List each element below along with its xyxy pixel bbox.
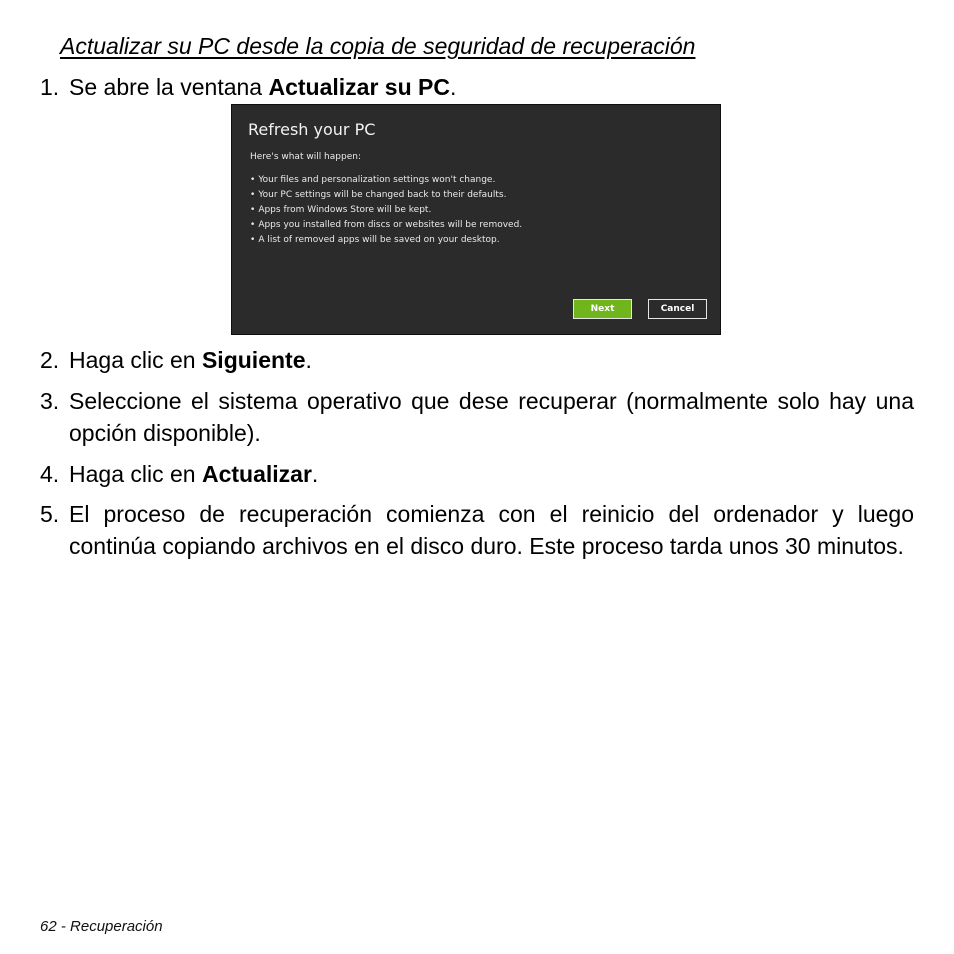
step-text-plain: Haga clic en (69, 347, 202, 373)
step-text-bold: Actualizar su PC (268, 74, 450, 100)
step-text: El proceso de recuperación comienza con el reinicio del ordenador y luego continúa copiando archivos en el disco duro. Este proceso tarda unos 30 minutos. (69, 501, 914, 559)
step-text-bold: Actualizar (201, 461, 312, 487)
step-text (69, 71, 914, 103)
dialog-list-item: • Your PC settings will be changed back to their defaults. (250, 188, 522, 203)
step-text-plain: . (311, 461, 319, 487)
step-item (40, 498, 914, 562)
page-footer: 62 - Recuperación (40, 918, 163, 935)
step-text (69, 344, 914, 376)
dialog-list-item: • Apps from Windows Store will be kept. (250, 203, 522, 218)
step-text: Seleccione el sistema operativo que dese recuperar (normalmente solo hay una opción disponible). (69, 388, 914, 446)
dialog-intro: Here's what will happen: (250, 152, 361, 162)
step-number: 5. (40, 501, 60, 527)
step-number: 3. (40, 388, 60, 414)
dialog-title: Refresh your PC (248, 120, 376, 139)
step-text-plain: Haga clic en (69, 461, 202, 487)
step-number: 2. (40, 347, 60, 373)
step-text-plain: . (449, 74, 457, 100)
step-number: 4. (40, 461, 60, 487)
dialog-list-item: • Your files and personalization settings won't change. (250, 173, 522, 188)
section-heading: Actualizar su PC desde la copia de seguridad de recuperación (60, 33, 696, 59)
step-text-plain: Se abre la ventana (69, 74, 269, 100)
step-item (40, 71, 914, 103)
step-number: 1. (40, 74, 60, 100)
dialog-list-item: • Apps you installed from discs or websites will be removed. (250, 218, 522, 233)
step-item (40, 344, 914, 376)
step-item (40, 458, 914, 490)
refresh-pc-dialog-screenshot (231, 104, 721, 335)
cancel-button[interactable]: Cancel (648, 299, 707, 319)
dialog-item-list (250, 173, 522, 248)
next-button[interactable]: Next (573, 299, 632, 319)
step-text-plain: . (305, 347, 312, 373)
dialog-list-item: • A list of removed apps will be saved on your desktop. (250, 233, 522, 248)
step-text-bold: Siguiente (201, 347, 306, 373)
step-item (40, 385, 914, 449)
step-text (69, 458, 914, 490)
